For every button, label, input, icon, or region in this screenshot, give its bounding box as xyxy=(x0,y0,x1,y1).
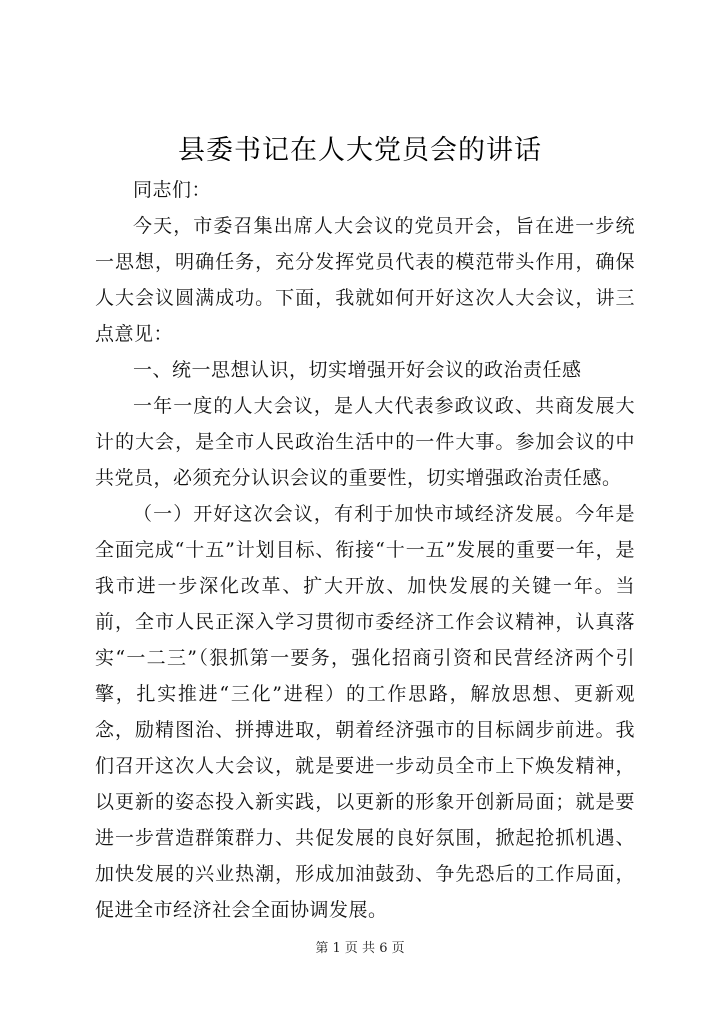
page-number-footer: 第 1 页 共 6 页 xyxy=(315,941,405,956)
paragraph-2: 一年一度的人大会议，是人大代表参政议政、共商发展大计的大会，是全市人民政治生活中的一件大事。参加会议的中共党员，必须充分认识会议的重要性，切实增强政治责任感。 xyxy=(95,395,635,489)
paragraph-intro: 今天，市委召集出席人大会议的党员开会，旨在进一步统一思想，明确任务，充分发挥党员代表的模范带头作用，确保人大会议圆满成功。下面，我就如何开好这次人大会议，讲三点意见： xyxy=(95,215,635,345)
document-body xyxy=(95,172,635,928)
section-heading-1: 一、统一思想认识，切实增强开好会议的政治责任感 xyxy=(133,359,582,381)
greeting: 同志们： xyxy=(133,179,212,201)
document-title: 县委书记在人大党员会的讲话 xyxy=(178,135,542,166)
paragraph-3: （一）开好这次会议，有利于加快市域经济发展。今年是全面完成“十五”计划目标、衔接“十一五”发展的重要一年，是我市进一步深化改革、扩大开放、加快发展的关键一年。当前，全市人民正深入学习贯彻市委经济工作会议精神，认真落实“一二三”（狠抓第一要务，强化招商引资和民营经济两个引擎，扎实推进“三化”进程）的工作思路，解放思想、更新观念，励精图治、拼搏进取，朝着经济强市的目标阔步前进。我们召开这次人大会议，就是要进一步动员全市上下焕发精神，以更新的姿态投入新实践，以更新的形象开创新局面；就是要进一步营造群策群力、共促发展的良好氛围，掀起抢抓机遇、加快发展的兴业热潮，形成加油鼓劲、争先恐后的工作局面，促进全市经济社会全面协调发展。 xyxy=(95,503,635,921)
